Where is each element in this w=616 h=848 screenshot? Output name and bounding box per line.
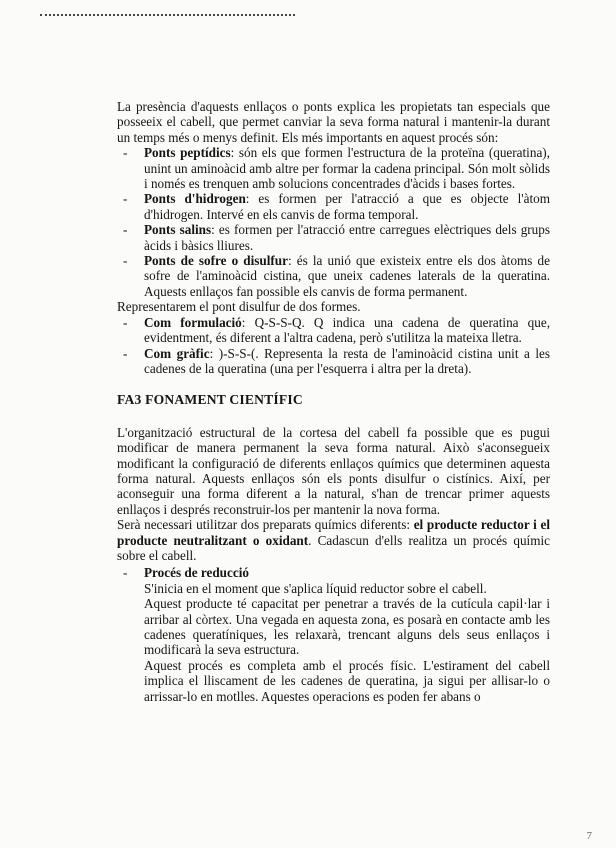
paragraph-text: Serà necessari utilitzar dos preparats químics diferents:: [117, 517, 414, 533]
list-item: - Ponts de sofre o disulfur: és la unió que existeix entre els dos àtoms de sofre de l'aminoàcid cistina, que uneix cadenes laterals de la queratina. Aquests enllaços fan possible els canvis de forma permanent.: [123, 253, 550, 299]
form-text: : Q-S-S-Q. Q indica una cadena de queratina que, evidentment, és diferent a l'altra cadena, però s'utilitza la mateixa lletra.: [144, 314, 550, 346]
form-text: : )-S-S-(. Representa la resta de l'aminoàcid cistina unit a les cadenes de la queratina (una per l'esquerra i altra per la dreta).: [144, 345, 550, 376]
list-item: - Ponts salins: es formen per l'atracció entre carregues elèctriques dels grups àcids i bàsics lliures.: [123, 222, 550, 253]
bond-text: : són els que formen l'estructura de la proteïna (queratina), unint un aminoàcid amb altre per formar la cadena principal. Són molt sòlids i només es trenquen amb solucions concentrades d'àcids i bases fortes.: [144, 145, 550, 192]
form-term: Com formulació: [144, 314, 242, 330]
form-term: Com gràfic: [144, 345, 210, 361]
bond-text: : es formen per l'atracció a que es objecte l'àtom d'hidrogen. Intervé en els canvis de forma temporal.: [144, 191, 551, 222]
paragraph: L'organització estructural de la cortesa del cabell fa possible que es pugui modificar de manera permanent la seva forma natural. Això s'aconsegueix modificant la configuració de diferents enllaços químics que determinen aquesta forma natural. Aquests enllaços són els ponts disulfur o cistínics. Així, per aconseguir una forma diferent a la natural, s'han de trencar primer aquests enllaços i després reconstruir-los per mantenir la nova forma.: [117, 424, 550, 517]
document-body: [117, 99, 550, 704]
list-item: - Com gràfic: )-S-S-(. Representa la resta de l'aminoàcid cistina unit a les cadenes de la queratina (una per l'esquerra i altra per la dreta).: [123, 345, 550, 376]
bond-term: Ponts peptídics: [144, 145, 231, 161]
bond-text: : és la unió que existeix entre els dos àtoms de sofre de l'aminoàcid cistina, que uneix cadenes laterals de la queratina. Aquests enllaços fan possible els canvis de forma permanent.: [144, 253, 550, 299]
header-rule: [40, 14, 295, 16]
list-item: - Com formulació: Q-S-S-Q. Q indica una cadena de queratina que, evidentment, és diferent a l'altra cadena, però s'utilitza la mateixa lletra.: [123, 314, 550, 346]
intro-paragraph: La presència d'aquests enllaços o ponts explica les propietats tan especials que posseeix el cabell, que permet canviar la seva forma natural i mantenir-la durant un temps més o menys definit. Els més importants en aquest procés són:: [117, 99, 550, 145]
bond-list: [117, 145, 550, 299]
reduction-title: Procés de reducció: [144, 565, 249, 581]
forms-list: [117, 315, 550, 377]
reduction-line: Aquest producte té capacitat per penetrar a través de la cutícula capil·lar i arribar al còrtex. Una vegada en aquesta zona, es posarà en contacte amb les cadenes queratíniques, les relaxarà, trencant alguns dels seus enllaços i modificarà la seva estructura.: [144, 596, 550, 658]
reduction-section: [117, 565, 550, 704]
products-emphasis: el producte reductor i el producte neutralitzant o oxidant: [117, 517, 550, 548]
reduction-line: S'inicia en el moment que s'aplica líquid reductor sobre el cabell.: [144, 580, 487, 596]
list-item: - Ponts peptídics: són els que formen l'estructura de la proteïna (queratina), unint un aminoàcid amb altre per formar la cadena principal. Són molt sòlids i només es trenquen amb solucions concentrades d'àcids i bases fortes.: [123, 145, 550, 192]
represent-intro: Representarem el pont disulfur de dos formes.: [117, 299, 361, 315]
list-item: - Procés de reducció S'inicia en el moment que s'aplica líquid reductor sobre el cabell. Aquest producte té capacitat per penetrar a través de la cutícula capil·lar i arribar al còrtex. Una vegada en aquesta zona, es posarà en contacte amb les cadenes queratíniques, les relaxarà, trencant alguns dels seus enllaços i modificarà la seva estructura. Aquest procés es completa amb el procés físic. L'estirament del cabell implica el lliscament de les cadenes de queratina, ja sigui per allisar-lo o arrissar-lo en motlles. Aquestes operacions es poden fer abans o: [123, 565, 550, 704]
bond-term: Ponts salins: [144, 222, 212, 238]
page-number: 7: [586, 830, 592, 842]
paragraph: [117, 517, 550, 563]
bond-term: Ponts d'hidrogen: [144, 191, 246, 207]
paragraph-text: . Cadascun d'ells realitza un procés químic sobre el cabell.: [117, 532, 550, 563]
bond-term: Ponts de sofre o disulfur: [144, 253, 288, 269]
bond-text: : es formen per l'atracció entre carregues elèctriques dels grups àcids i bàsics lliures.: [144, 222, 550, 253]
reduction-line: Aquest procés es completa amb el procés físic. L'estirament del cabell implica el lliscament de les cadenes de queratina, ja sigui per allisar-lo o arrissar-lo en motlles. Aquestes operacions es poden fer abans o: [144, 657, 550, 704]
list-item: - Ponts d'hidrogen: es formen per l'atracció a que es objecte l'àtom d'hidrogen. Intervé en els canvis de forma temporal.: [123, 191, 551, 222]
section-title: FA3 FONAMENT CIENTÍFIC: [117, 392, 303, 408]
